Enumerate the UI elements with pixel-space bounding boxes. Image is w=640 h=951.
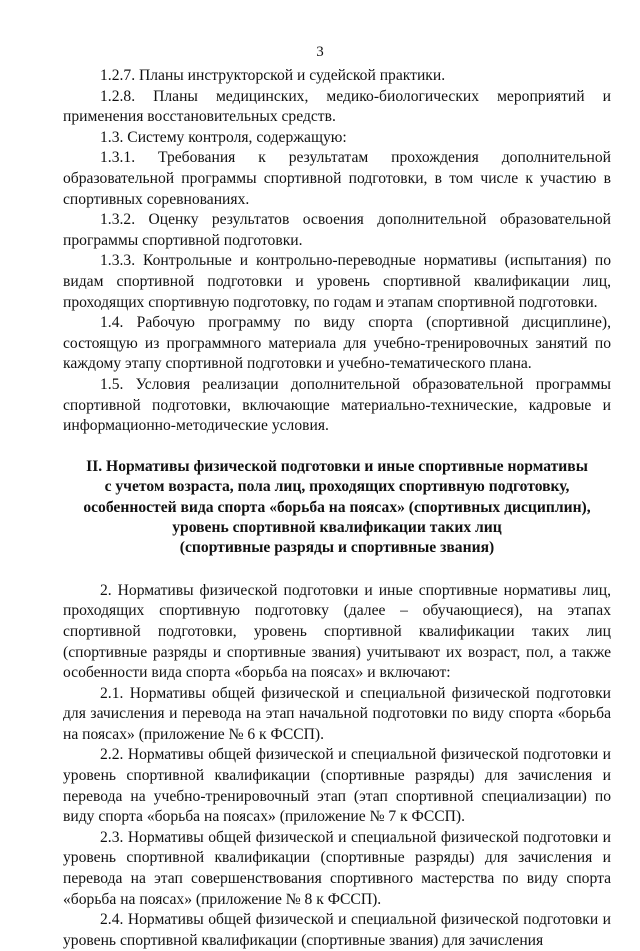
item-1-3-3: 1.3.3. Контрольные и контрольно-переводные нормативы (испытания) по видам спортивной подготовки и уровень спортивной квалификации лиц, проходящих спортивную подготовку, по годам и этапам спортивной подготовки.: [63, 252, 611, 311]
heading-line: (спортивные разряды и спортивные звания): [179, 539, 495, 557]
item-1-2-7: 1.2.7. Планы инструкторской и судейской практики.: [100, 67, 446, 84]
item-1-5: 1.5. Условия реализации дополнительной образовательной программы спортивной подготовки, включающие материально-технические, кадровые и информационно-методические условия.: [63, 375, 611, 435]
item-2-3: 2.3. Нормативы общей физической и специальной физической подготовки и уровень спортивной квалификации (спортивные разряды) для зачисления и перевода на этап совершенствования спортивного мастерства по виду спорта «борьба на поясах» (приложение № 8 к ФССП).: [63, 828, 611, 908]
heading-line: II. Нормативы физической подготовки и иные спортивные нормативы: [86, 457, 588, 475]
item-1-3-2: 1.3.2. Оценку результатов освоения дополнительной образовательной программы спортивной подготовки.: [63, 211, 611, 249]
document-body: [63, 66, 611, 951]
section-heading: [63, 457, 611, 559]
item-2-2: 2.2. Нормативы общей физической и специальной физической подготовки и уровень спортивной квалификации (спортивные разряды) для зачисления и перевода на учебно-тренировочный этап (этап спортивной специализации) по виду спорта «борьба на поясах» (приложение № 7 к ФССП).: [63, 746, 611, 826]
heading-line: с учетом возраста, пола лиц, проходящих спортивную подготовку,: [104, 478, 570, 496]
item-1-2-8: 1.2.8. Планы медицинских, медико-биологических мероприятий и применения восстановительных средств.: [63, 87, 611, 126]
item-2-1: 2.1. Нормативы общей физической и специальной физической подготовки для зачисления и перевода на этап начальной подготовки по виду спорта «борьба на поясах» (приложение № 6 к ФССП).: [63, 684, 611, 743]
item-2-4: 2.4. Нормативы общей физической и специальной физической подготовки и уровень спортивной квалификации (спортивные звания) для зачисления: [63, 911, 611, 949]
heading-line: особенностей вида спорта «борьба на поясах» (спортивных дисциплин),: [83, 498, 591, 516]
item-2: 2. Нормативы физической подготовки и иные спортивные нормативы лиц, проходящих спортивную подготовку (далее – обучающиеся), на этапах спортивной подготовки, уровень спортивной квалификации таких лиц (спортивные разряды и спортивные звания) учитывают их возраст, пол, а также особенности вида спорта «борьба на поясах» и включают:: [63, 581, 611, 682]
page-number: 3: [316, 44, 324, 60]
item-1-3: 1.3. Систему контроля, содержащую:: [100, 128, 347, 146]
item-1-3-1: 1.3.1. Требования к результатам прохождения дополнительной образовательной программы спортивной подготовки, в том числе к участию в спортивных соревнованиях.: [63, 149, 611, 208]
heading-line: уровень спортивной квалификации таких лиц: [172, 518, 502, 536]
item-1-4: 1.4. Рабочую программу по виду спорта (спортивной дисциплине), состоящую из программного материала для учебно-тренировочных занятий по каждому этапу спортивной подготовки и учебно-тематического плана.: [63, 314, 611, 373]
